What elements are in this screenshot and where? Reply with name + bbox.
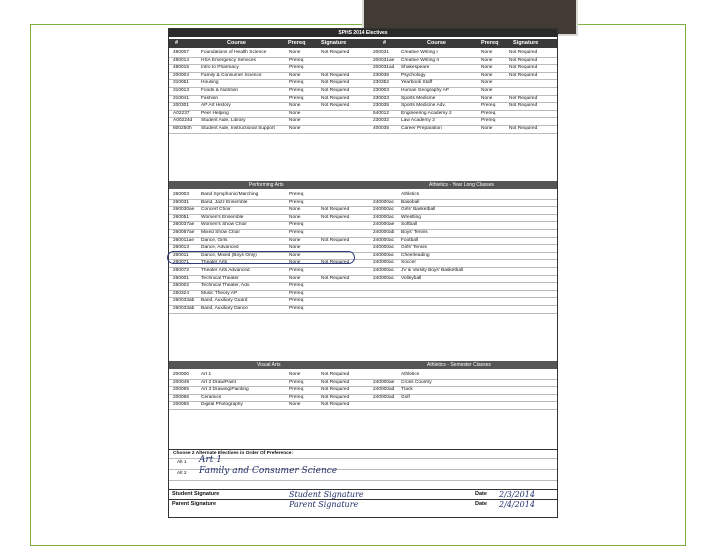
table-cell: 240000ae [373,379,395,385]
table-cell: AP Art History [201,103,231,109]
table-cell: Golf [401,394,410,400]
table-cell: None [289,245,301,251]
table-cell: Engineering Academy 2 [401,110,452,116]
band-visual [169,361,557,369]
student-date-value: 2/3/2014 [499,490,535,499]
table-cell: 260051 [173,214,190,220]
table-cell: 310041 [173,95,190,101]
table-cell: 260001 [173,275,190,281]
table-cell: 230035 [373,103,390,109]
table-cell: None [289,72,301,78]
highlight-circle [167,251,355,264]
table-cell: HSA Emergency Services [201,57,256,63]
table-cell: Women's Show Choir [201,222,247,228]
table-cell: Prereq [289,65,304,71]
table-cell: None [481,57,493,63]
col-course: Course [227,40,246,46]
table-cell: Not Required [321,95,350,101]
table-cell: Not Required [321,402,350,408]
parent-sig-value: Parent Signature [289,500,359,509]
table-cell: 200065 [173,402,190,408]
table-cell: Human Geography AP [401,88,449,93]
table-cell: None [289,207,301,213]
table-cell: Art 2 Draw/Paint [201,379,236,385]
table-cell: Yearbook Staff [401,80,433,86]
table-cell: Wrestling [401,214,421,220]
table-cell: Not Required [321,379,350,385]
parent-sig-label: Parent Signature [172,501,217,507]
table-row [169,275,557,284]
table-cell: 230033 [373,95,390,101]
table-cell: Sports Medicine Adv. [401,103,446,109]
student-date-label: Date [475,491,487,497]
table-cell: A02237 [173,110,190,116]
table-cell: Cross Country [401,379,432,385]
table-cell: Girls' Basketball [401,207,436,213]
table-cell: Technical Theater [201,275,239,281]
table-cell: Not Required [321,50,350,55]
band-visual-label: Visual Arts [257,362,281,368]
table-cell: 200004 [173,72,190,78]
table-cell: Prereq [481,110,496,116]
table-cell: 480014 [173,57,190,63]
table-cell: Family & Consumer Science [201,72,262,78]
table-cell: 260031 [173,199,190,205]
table-cell: Prereq [289,192,304,197]
table-cell: 230036 [373,72,390,78]
table-cell: Law Academy 2 [401,118,435,124]
table-cell: Creative Writing II [401,57,440,63]
col-num: # [175,40,179,46]
table-cell: Cheerleading [401,252,430,258]
table-cell: 260013 [173,245,190,251]
table-cell: Theater Arts [201,260,228,266]
table-cell: Volleyball [401,275,422,281]
table-cell: Softball [401,222,417,228]
table-cell: Band, Jazz Ensemble [201,199,248,205]
table-cell: 230003 [373,88,390,93]
table-cell: Football [401,237,419,243]
table-cell: 240000ac [373,268,395,273]
table-cell: Not Required [321,80,350,86]
table-cell: Prereq [289,268,304,273]
table-cell: 240000ad [373,387,395,393]
alt-2-value: Family and Consumer Science [199,466,338,476]
table-cell: Not Required [509,95,538,101]
table-cell: Prereq [289,80,304,86]
table-cell: None [289,126,301,131]
table-cell: Prereq [289,199,304,205]
table-cell: Art 1 [201,372,212,377]
table-row [169,394,557,403]
table-cell: 240000ac [373,214,395,220]
table-cell: None [289,118,301,124]
table-cell: Prereq [289,230,304,235]
band-performing [169,181,557,189]
table-cell: Psychology [401,72,426,78]
table-cell: None [289,214,301,220]
table-cell: 200031 [373,50,390,55]
table-cell: Not Required [321,88,350,93]
col-course-2: Course [427,40,446,46]
table-cell: 240000ac [373,275,395,281]
table-cell: Technical Theater, Adv. [201,283,251,289]
table-cell: Digital Photography [201,402,243,408]
table-cell: Soccer [401,260,416,266]
table-cell: 260033ab [173,298,195,304]
table-cell: Prereq [289,298,304,304]
col-signature-2: Signature [513,40,539,46]
parent-signature-row [169,499,557,509]
table-row [169,305,557,314]
table-cell: Not Required [321,275,350,281]
table-cell: None [289,50,301,55]
table-cell: 240000ac [373,245,395,251]
table-cell: None [289,275,301,281]
table-cell: Band Symphonic/Marching [201,192,259,197]
table-cell: Band, Auxiliary Dance [201,306,248,311]
alt-1-label: Alt 1 [177,460,187,465]
table-cell: 200065 [173,387,190,393]
table-cell: Dance, Advanced [201,245,239,251]
table-cell: Prereq [289,57,304,63]
table-cell: 200031ad [373,65,395,71]
table-cell: 260071 [173,260,190,266]
table-cell: Not Required [321,260,350,266]
table-cell: Creative Writing I [401,50,438,55]
table-cell: Boys' Tennis [401,230,428,235]
table-cell: Housing [201,80,219,86]
table-cell: Not Required [321,372,350,377]
table-cell: Not Required [509,103,538,109]
table-cell: 260011 [173,252,189,258]
parent-date-value: 2/4/2014 [499,500,535,509]
table-cell: Foods & Nutrition [201,88,239,93]
col-signature: Signature [321,40,347,46]
table-cell: 230352 [373,80,390,86]
table-cell: 480007 [173,50,190,55]
table-cell: None [481,72,493,78]
alt-2-row [169,466,557,481]
column-headers [169,39,557,48]
table-cell: None [289,103,301,109]
table-cell: Not Required [321,72,350,78]
table-cell: None [289,372,301,377]
table-cell: Career Preparation [401,126,442,131]
table-cell: 260002 [173,283,190,289]
table-cell: Not Required [321,103,350,109]
table-cell: None [289,110,301,116]
table-cell: A00224d [173,118,193,124]
table-row [169,401,557,410]
table-cell: 240000ad [373,394,395,400]
table-cell: 800250h [173,126,192,131]
table-cell: Prereq [289,88,304,93]
table-cell: 240000ac [373,207,395,213]
table-cell: None [481,65,493,71]
alt-title-text: Choose 2 Alternate Electives in Order Of Preference: [173,451,294,456]
parent-date-label: Date [475,501,487,507]
table-cell: Band, Auxiliary Guard [201,298,248,304]
table-cell: Prereq [289,394,304,400]
table-cell: 260011ae [173,237,194,243]
table-cell: Art 3 Drawing/Painting [201,387,249,393]
table-cell: Mixed Show Choir [201,230,240,235]
table-cell: Sports Medicine [401,95,436,101]
table-cell: Not Required [509,72,538,78]
table-cell: Not Required [509,65,538,71]
col-prereq-2: Prereq [481,40,499,46]
table-cell: Prereq [289,306,304,311]
table-cell: 540012 [373,110,390,116]
table-cell: Prereq [289,387,304,393]
table-cell: 240000ae [373,222,395,228]
elective-form [168,28,558,518]
table-cell: Prereq [481,118,496,124]
table-cell: Baseball [401,199,420,205]
table-row [169,125,557,134]
band-performing-label: Performing Arts [249,182,284,188]
table-cell: JV & Varsity Boys' Basketball [401,268,464,273]
table-cell: Not Required [509,57,538,63]
table-cell: 240000ac [373,260,395,266]
student-signature-row [169,489,557,499]
table-cell: Dance, Girls [201,237,228,243]
table-cell: Athletics [401,192,420,197]
table-cell: None [289,260,301,266]
table-cell: Dance, Mixed (Boys Only) [201,252,257,258]
table-cell: 240000ac [373,237,395,243]
table-cell: Intro to Pharmacy [201,65,239,71]
table-cell: 230032 [373,118,390,124]
table-cell: 260003 [173,192,190,197]
table-cell: 400035 [373,126,390,131]
table-cell: Not Required [321,387,350,393]
table-cell: Prereq [289,290,304,296]
form-header: SPHS 2014 Electives [169,29,557,37]
table-cell: Peer Helping [201,110,229,116]
table-cell: 480015 [173,65,190,71]
table-cell: 200301 [173,103,190,109]
alt-title [169,449,557,459]
table-cell: Prereq [289,379,304,385]
table-cell: Music Theory AP [201,290,238,296]
student-sig-value: Student Signature [289,490,364,499]
table-cell: Ceramics [201,394,222,400]
table-cell: Not Required [321,207,350,213]
table-cell: Fashion [201,95,219,101]
table-cell: Shakespeare [401,65,430,71]
table-cell: Foundations of Health Science [201,50,267,55]
table-cell: 260072 [173,268,190,273]
table-cell: Prereq [289,283,304,289]
table-cell: Not Required [321,394,350,400]
table-cell: 200049 [173,379,190,385]
table-cell: Prereq [481,103,496,109]
student-sig-label: Student Signature [172,491,220,497]
table-cell: Prereq [289,95,304,101]
table-cell: Concert Choir [201,207,231,213]
table-cell: 260030ae [173,207,195,213]
table-cell: Not Required [509,126,538,131]
table-cell: 260057ae [173,230,195,235]
table-cell: Girls' Tennis [401,245,427,251]
table-cell: 310051 [173,80,190,86]
table-cell: 240000ab [373,230,395,235]
table-cell: 200000 [173,372,190,377]
table-cell: None [289,237,301,243]
table-cell: Not Required [321,237,350,243]
table-cell: None [289,402,301,408]
table-cell: 260033ab [173,306,195,311]
alt-2-label: Alt 2 [177,471,187,476]
table-cell: 260037ae [173,222,195,228]
table-cell: Student Aide, Library [201,118,246,124]
band-athletics-label: Athletics - Year Long Classes [429,182,495,188]
table-cell: 200031ae [373,57,395,63]
table-cell: 200066 [173,394,190,400]
alt-1-value: Art 1 [199,455,223,465]
table-cell: None [481,50,493,55]
table-cell: Student Aide, Instructional Support [201,126,275,131]
table-cell: Prereq [289,222,304,228]
table-cell: 240000ac [373,199,395,205]
table-cell: Track [401,387,413,393]
table-cell: None [481,80,493,86]
band-athletics2-label: Athletics - Semester Classes [427,362,491,368]
table-cell: Athletics [401,372,420,377]
table-cell: 250324 [173,290,190,296]
table-cell: Not Required [509,50,538,55]
table-cell: None [481,126,493,131]
col-prereq: Prereq [288,40,306,46]
table-cell: Not Required [321,214,350,220]
table-cell: Women's Ensemble [201,214,244,220]
table-cell: None [481,88,493,93]
table-cell: None [289,252,301,258]
table-cell: 310013 [173,88,190,93]
col-num-2: # [383,40,387,46]
table-cell: None [481,95,493,101]
table-cell: Theater Arts Advanced [201,268,250,273]
table-cell: 240000ac [373,252,395,258]
